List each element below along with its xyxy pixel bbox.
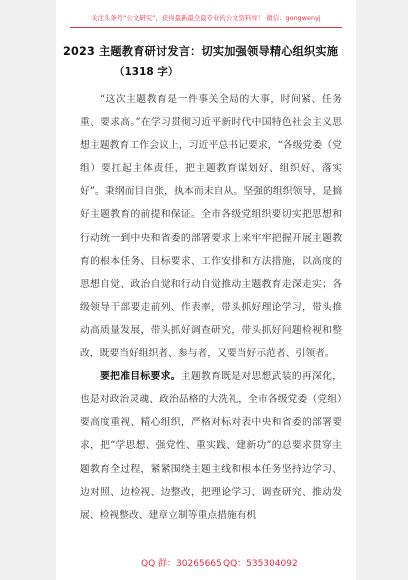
document-body [80, 88, 342, 527]
page-footer [56, 556, 356, 570]
paragraph-2-lead: 要把准目标要求。 [100, 371, 181, 383]
paragraph-2-text: 主题教育既是对思想武装的再深化，也是对政治灵魂、政治品格的大洗礼，全市各级党委（党组）要高度重视、精心组织，严格对标对表中央和省委的部署要求，把“学思想、强党性、重实践、建新功”的总要求贯穿主题教育全过程，紧紧围绕主题主线和根本任务坚持边学习、边对照、边检视、边整改，把理论学习、调查研究、推动发展、检视整改、建章立制等重点措施有机 [80, 371, 343, 521]
document-page [56, 0, 356, 580]
header-banner-text: 关注头条号“公文研究”，获得最新最全最专业的公文资料库！ 微信：gongwenyj [91, 15, 321, 22]
paragraph-2 [80, 365, 342, 527]
header-divider [70, 27, 342, 28]
document-title: 2023 主题教育研讨发言：切实加强领导精心组织实施 [63, 45, 339, 58]
page-header [56, 0, 356, 34]
footer-qq-number: QQ：535304092 [223, 559, 298, 569]
word-count: （1318 字） [114, 66, 179, 78]
footer-qq-group: QQ 群：30265665 [141, 559, 222, 569]
paragraph-1: “这次主题教育是一件事关全局的大事，时间紧、任务重、要求高。”在学习贯彻习近平新时代中国特色社会主义思想主题教育工作会议上，习近平总书记要求，“各级党委（党组）要扛起主体责任，把主题教育谋划好、组织好、落实好”。秉纲而目自张，执本而末自从。坚强的组织领导，是搞好主题教育的前提和保证。全市各级党组织要切实把思想和行动统一到中央和省委的部署要求上来牢牢把握开展主题教育的根本任务、目标要求、工作安排和方法措施，以高度的思想自觉、政治自觉和行动自觉推动主题教育走深走实；各级领导干部要走前列、作表率，带头抓好理论学习，带头推动高质量发展，带头抓好调查研究，带头抓好问题检视和整改，既要当好组织者、参与者，又要当好示范者、引领者。 [80, 94, 342, 360]
